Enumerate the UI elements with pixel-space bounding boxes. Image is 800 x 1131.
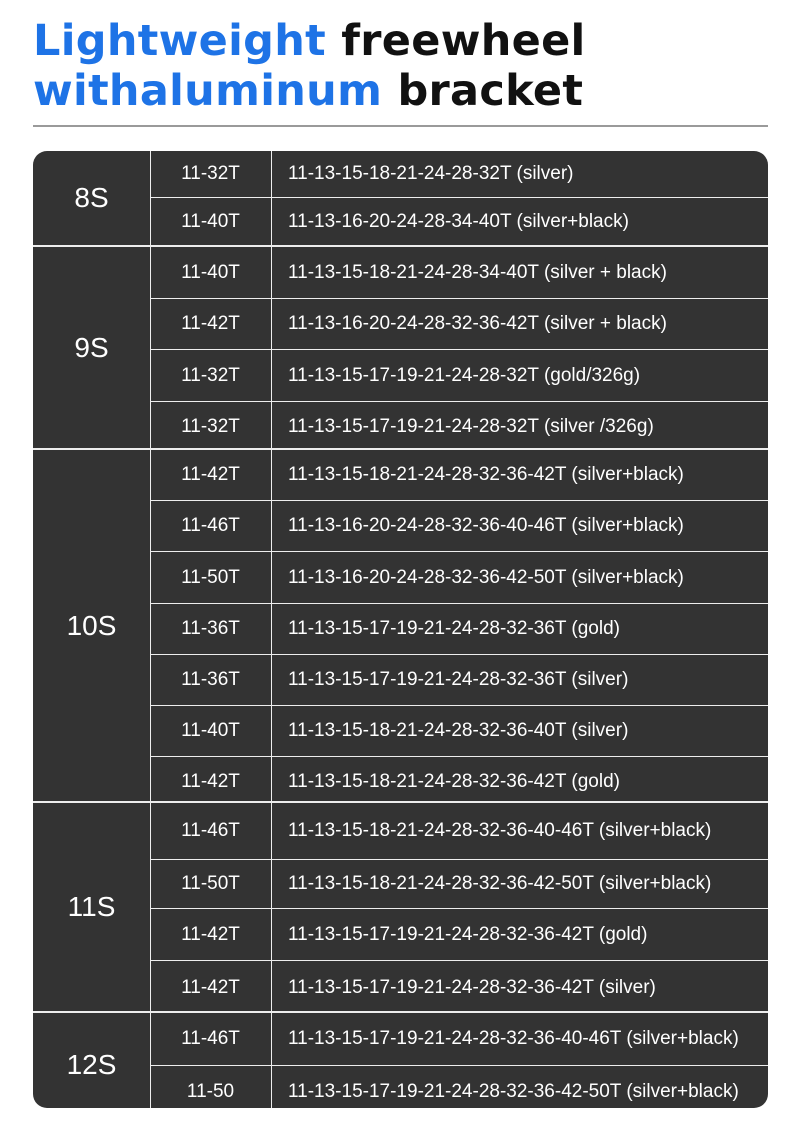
- tooth-range: 11-42T: [181, 976, 240, 998]
- series-label: 8S: [74, 182, 109, 213]
- title-line-1: [33, 16, 586, 66]
- title-rest-2: bracket: [397, 66, 584, 116]
- title-accent-1: Lightweight: [33, 16, 326, 66]
- tooth-range: 11-50T: [181, 566, 240, 588]
- title-line-2: [33, 66, 586, 116]
- table-row: [150, 501, 768, 551]
- cog-spec: 11-13-15-17-19-21-24-28-32T (gold/326g): [288, 364, 641, 386]
- cog-spec: 11-13-15-17-19-21-24-28-32-36-42T (silver): [288, 976, 656, 998]
- table-row: [150, 198, 768, 246]
- cog-spec: 11-13-15-17-19-21-24-28-32-36-40-46T (silver+black): [288, 1028, 739, 1049]
- table-row: [150, 803, 768, 859]
- tooth-range: 11-42T: [181, 313, 240, 334]
- tooth-range: 11-32T: [181, 364, 240, 386]
- table-row: [150, 299, 768, 349]
- cog-spec: 11-13-16-20-24-28-34-40T (silver+black): [288, 211, 629, 232]
- tooth-range: 11-50: [186, 1080, 235, 1102]
- tooth-range: 11-32T: [181, 415, 240, 437]
- table-row: [150, 450, 768, 500]
- cog-spec: 11-13-16-20-24-28-32-36-42T (silver + black): [288, 313, 667, 334]
- cog-spec: 11-13-16-20-24-28-32-36-42-50T (silver+black): [288, 566, 684, 588]
- table-row: [150, 1066, 768, 1108]
- table-row: [150, 151, 768, 197]
- cog-spec: 11-13-15-18-21-24-28-32-36-40T (silver): [288, 720, 629, 741]
- spec-table: [33, 151, 768, 1108]
- table-row: [150, 706, 768, 756]
- table-row: [150, 961, 768, 1014]
- cog-spec: 11-13-15-18-21-24-28-32T (silver): [288, 163, 574, 184]
- tooth-range: 11-46T: [181, 515, 240, 536]
- page-header: [33, 16, 586, 116]
- cog-spec: 11-13-15-17-19-21-24-28-32T (silver /326g): [288, 415, 654, 437]
- header-divider: [33, 125, 768, 127]
- series-label: 10S: [66, 609, 117, 641]
- tooth-range: 11-42T: [181, 464, 240, 485]
- cog-spec: 11-13-15-18-21-24-28-34-40T (silver + black): [288, 261, 667, 283]
- cog-spec: 11-13-15-18-21-24-28-32-36-42T (gold): [288, 771, 620, 792]
- tooth-range: 11-42T: [181, 771, 240, 792]
- table-row: [150, 909, 768, 960]
- tooth-range: 11-36T: [181, 618, 240, 639]
- tooth-range: 11-40T: [181, 211, 240, 232]
- table-row: [150, 1013, 768, 1065]
- tooth-range: 11-36T: [181, 669, 240, 690]
- title-rest-1: freewheel: [341, 16, 586, 66]
- cog-spec: 11-13-15-18-21-24-28-32-36-42T (silver+black): [288, 464, 684, 485]
- series-label: 9S: [74, 331, 109, 363]
- tooth-range: 11-46T: [181, 1028, 240, 1049]
- table-row: [150, 655, 768, 705]
- table-row: [150, 350, 768, 401]
- series-label: 12S: [66, 1048, 117, 1080]
- cog-spec: 11-13-15-17-19-21-24-28-32-36-42T (gold): [288, 923, 648, 945]
- cog-spec: 11-13-15-18-21-24-28-32-36-42-50T (silver+black): [288, 873, 712, 894]
- table-row: [150, 604, 768, 654]
- tooth-range: 11-46T: [181, 820, 240, 841]
- tooth-range: 11-40T: [181, 261, 240, 283]
- title-accent-2: withaluminum: [33, 66, 383, 116]
- cog-spec: 11-13-16-20-24-28-32-36-40-46T (silver+black): [288, 515, 684, 536]
- cog-spec: 11-13-15-17-19-21-24-28-32-36T (silver): [288, 669, 629, 690]
- table-row: [150, 402, 768, 451]
- table-row: [150, 552, 768, 603]
- series-label: 11S: [67, 891, 116, 922]
- cog-spec: 11-13-15-17-19-21-24-28-32-36T (gold): [288, 618, 620, 639]
- tooth-range: 11-50T: [181, 873, 240, 894]
- table-row: [150, 247, 768, 298]
- tooth-range: 11-40T: [181, 720, 240, 741]
- table-row: [150, 757, 768, 807]
- cog-spec: 11-13-15-17-19-21-24-28-32-36-42-50T (silver+black): [288, 1080, 739, 1102]
- cog-spec: 11-13-15-18-21-24-28-32-36-40-46T (silver+black): [288, 820, 712, 841]
- table-row: [150, 860, 768, 908]
- tooth-range: 11-32T: [181, 163, 240, 184]
- tooth-range: 11-42T: [181, 923, 240, 945]
